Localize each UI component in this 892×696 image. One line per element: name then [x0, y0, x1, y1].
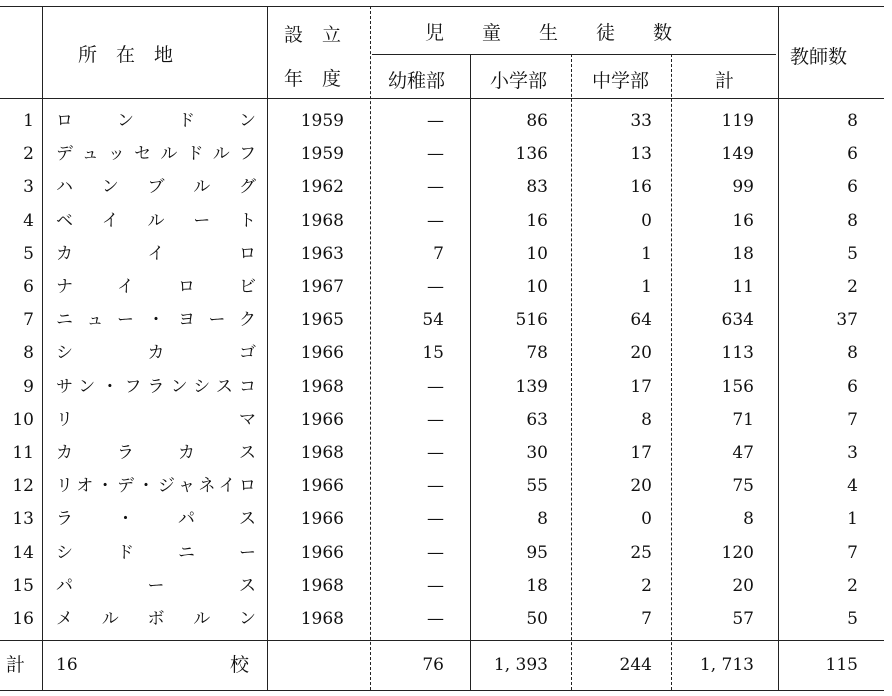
row-teachers: 7: [847, 542, 858, 563]
row-elem: 78: [526, 343, 548, 364]
row-kinder: —: [427, 609, 444, 629]
row-year: 1968: [300, 609, 344, 629]
row-teachers: 4: [847, 476, 858, 497]
row-elem: 55: [526, 476, 548, 497]
row-kinder: —: [427, 111, 444, 131]
footer-unit: 校: [230, 654, 250, 676]
footer-label: 計: [6, 654, 26, 676]
row-year: 1968: [300, 376, 344, 397]
footer-total: 1, 713: [699, 655, 754, 675]
row-number: 7: [23, 310, 34, 331]
row-location: サン・フランシスコ: [56, 376, 256, 397]
row-year: 1965: [300, 310, 344, 331]
row-number: 14: [12, 542, 34, 563]
row-jhs: 7: [641, 609, 652, 629]
row-elem: 95: [526, 542, 548, 563]
row-elem: 516: [515, 310, 548, 331]
row-total: 16: [732, 210, 754, 231]
row-teachers: 3: [847, 443, 858, 463]
row-year: 1967: [300, 277, 344, 297]
row-total: 120: [721, 542, 754, 563]
row-number: 12: [12, 476, 34, 497]
header-established-2: 年 度: [284, 68, 342, 90]
row-year: 1966: [300, 509, 344, 530]
row-teachers: 2: [847, 575, 858, 596]
bottom-rule: [0, 690, 884, 691]
row-kinder: —: [427, 144, 444, 165]
row-kinder: 15: [422, 343, 444, 364]
row-jhs: 1: [641, 277, 652, 297]
footer-teachers: 115: [825, 655, 858, 675]
row-kinder: —: [427, 575, 444, 596]
row-elem: 10: [526, 277, 548, 297]
header-kindergarten: 幼稚部: [388, 70, 446, 92]
col-divider-kinder: [470, 54, 471, 690]
row-teachers: 2: [847, 277, 858, 297]
row-number: 11: [12, 443, 34, 463]
row-total: 18: [732, 243, 754, 264]
row-location: シ ド ニ ー: [56, 542, 256, 563]
row-location: メ ル ボ ル ン: [56, 609, 256, 629]
row-jhs: 33: [630, 111, 652, 131]
row-number: 2: [23, 144, 34, 165]
row-year: 1962: [300, 177, 344, 198]
row-kinder: —: [427, 476, 444, 497]
row-year: 1959: [300, 144, 344, 165]
row-location: ハ ン ブ ル グ: [56, 177, 256, 198]
col-divider-total: [778, 6, 779, 690]
row-location: リオ・デ・ジャネイロ: [56, 476, 256, 497]
row-kinder: —: [427, 443, 444, 463]
col-divider-elem: [571, 54, 572, 690]
row-jhs: 17: [630, 443, 652, 463]
footer-elem: 1, 393: [493, 655, 548, 675]
row-year: 1966: [300, 542, 344, 563]
row-jhs: 17: [630, 376, 652, 397]
row-teachers: 8: [847, 343, 858, 364]
row-teachers: 6: [847, 177, 858, 198]
row-location: ナ イ ロ ビ: [56, 277, 256, 297]
footer-top-rule: [0, 640, 884, 641]
header-location: 所 在 地: [78, 44, 174, 66]
row-number: 5: [23, 243, 34, 264]
row-number: 15: [12, 575, 34, 596]
row-jhs: 8: [641, 409, 652, 430]
row-jhs: 0: [641, 509, 652, 530]
col-divider-year: [370, 6, 371, 690]
row-location: カ ラ カ ス: [56, 443, 256, 463]
col-divider-jhs: [671, 54, 672, 690]
row-teachers: 5: [847, 243, 858, 264]
row-teachers: 6: [847, 144, 858, 165]
row-total: 149: [721, 144, 754, 165]
row-kinder: —: [427, 409, 444, 430]
row-number: 4: [23, 210, 34, 231]
row-number: 16: [12, 609, 34, 629]
row-year: 1959: [300, 111, 344, 131]
row-jhs: 13: [630, 144, 652, 165]
header-total: 計: [715, 70, 735, 92]
row-location: デュッセルドルフ: [56, 144, 256, 165]
row-teachers: 8: [847, 111, 858, 131]
footer-jhs: 244: [619, 655, 652, 675]
row-number: 9: [23, 376, 34, 397]
row-elem: 63: [526, 409, 548, 430]
row-jhs: 0: [641, 210, 652, 231]
row-year: 1966: [300, 343, 344, 364]
row-number: 10: [12, 409, 34, 430]
row-kinder: —: [427, 277, 444, 297]
header-elementary: 小学部: [490, 70, 548, 92]
row-jhs: 25: [630, 542, 652, 563]
row-elem: 86: [526, 111, 548, 131]
row-year: 1966: [300, 476, 344, 497]
row-jhs: 2: [641, 575, 652, 596]
header-bottom-rule: [0, 98, 884, 99]
header-junior-high: 中学部: [592, 70, 650, 92]
row-number: 6: [23, 277, 34, 297]
row-total: 8: [743, 509, 754, 530]
row-jhs: 64: [630, 310, 652, 331]
row-teachers: 37: [836, 310, 858, 331]
row-total: 20: [732, 575, 754, 596]
row-teachers: 8: [847, 210, 858, 231]
row-location: ニ ュ ー ・ ヨ ー ク: [56, 310, 256, 331]
row-location: ロ ン ド ン: [56, 111, 256, 131]
row-number: 8: [23, 343, 34, 364]
row-jhs: 1: [641, 243, 652, 264]
row-teachers: 1: [847, 509, 858, 530]
row-elem: 8: [537, 509, 548, 530]
row-kinder: —: [427, 376, 444, 397]
header-teachers: 教師数: [790, 46, 848, 68]
row-jhs: 20: [630, 476, 652, 497]
row-year: 1963: [300, 243, 344, 264]
row-elem: 50: [526, 609, 548, 629]
row-number: 3: [23, 177, 34, 198]
col-divider-location: [267, 6, 268, 690]
col-divider-number: [42, 6, 43, 690]
row-elem: 18: [526, 575, 548, 596]
row-elem: 83: [526, 177, 548, 198]
row-teachers: 7: [847, 409, 858, 430]
top-rule: [0, 6, 884, 7]
row-kinder: —: [427, 210, 444, 231]
row-location: ラ ・ パ ス: [56, 509, 256, 530]
row-year: 1968: [300, 575, 344, 596]
row-total: 75: [732, 476, 754, 497]
row-location: シ カ ゴ: [56, 343, 256, 364]
footer-count: 16: [56, 655, 78, 675]
subheader-rule: [372, 54, 776, 55]
row-number: 13: [12, 509, 34, 530]
header-established-1: 設 立: [284, 24, 342, 46]
row-number: 1: [23, 111, 34, 131]
row-teachers: 5: [847, 609, 858, 629]
row-total: 71: [732, 409, 754, 430]
row-location: リ マ: [56, 409, 256, 430]
row-kinder: —: [427, 509, 444, 530]
row-total: 119: [721, 111, 754, 131]
row-year: 1966: [300, 409, 344, 430]
row-teachers: 6: [847, 376, 858, 397]
row-elem: 16: [526, 210, 548, 231]
row-location: ベ イ ル ー ト: [56, 210, 256, 231]
row-location: カ イ ロ: [56, 243, 256, 264]
header-students: 児 童 生 徒 数: [425, 22, 673, 44]
row-total: 99: [732, 177, 754, 198]
row-total: 113: [721, 343, 754, 364]
row-total: 156: [721, 376, 754, 397]
row-elem: 136: [515, 144, 548, 165]
footer-kinder: 76: [422, 655, 444, 675]
row-kinder: 54: [422, 310, 444, 331]
row-total: 11: [732, 277, 754, 297]
row-total: 47: [732, 443, 754, 463]
row-year: 1968: [300, 210, 344, 231]
row-elem: 139: [515, 376, 548, 397]
row-total: 57: [732, 609, 754, 629]
row-total: 634: [721, 310, 754, 331]
row-kinder: —: [427, 542, 444, 563]
row-jhs: 20: [630, 343, 652, 364]
row-jhs: 16: [630, 177, 652, 198]
row-kinder: —: [427, 177, 444, 198]
row-elem: 10: [526, 243, 548, 264]
row-location: パ ー ス: [56, 575, 256, 596]
row-kinder: 7: [433, 243, 444, 264]
row-year: 1968: [300, 443, 344, 463]
row-elem: 30: [526, 443, 548, 463]
